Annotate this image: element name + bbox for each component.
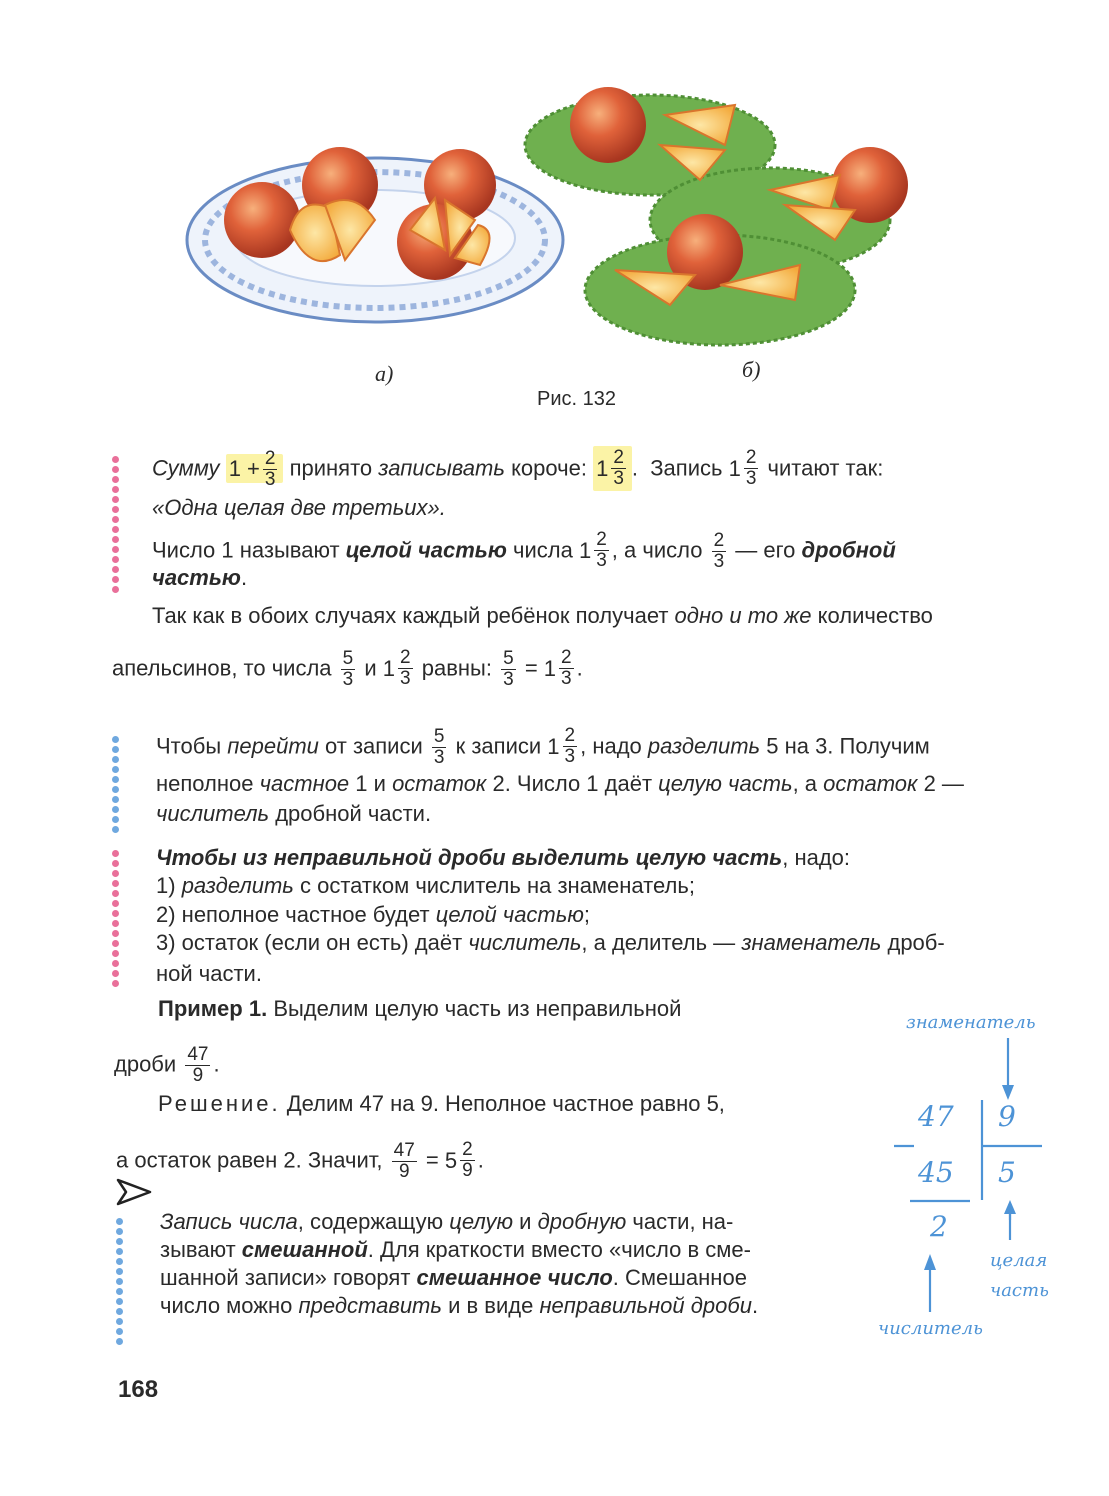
quotient: 5 xyxy=(998,1156,1016,1189)
p4-line2: неполное частное 1 и остаток 2. Число 1 даёт целую часть, а остаток 2 — xyxy=(156,771,964,796)
page-number: 168 xyxy=(118,1376,159,1403)
label-whole-part-1: целая xyxy=(990,1250,1048,1271)
solution-line2: а остаток равен 2. Значит, $\frac{47}{9}$ = 5 $\frac{2}{9}$ . xyxy=(116,1139,484,1183)
product: 45 xyxy=(918,1156,954,1189)
definition-line1: Запись числа, содержащую целую и дробную части, на- xyxy=(160,1209,734,1234)
p3-line1: Так как в обоих случаях каждый ребёнок получает одно и то же количество xyxy=(152,603,933,628)
plates-b xyxy=(525,87,908,345)
divisor: 9 xyxy=(998,1100,1016,1133)
example-line2: дроби $\frac{47}{9}$ . xyxy=(114,1044,220,1086)
p4-line1: Чтобы перейти от записи $\frac{5}{3}$ к записи 1 $\frac{2}{3}$ , надо разделить 5 на 3. Получим xyxy=(156,725,930,769)
label-denominator: знаменатель xyxy=(906,1012,1036,1033)
rule-step-1: 1) разделить с остатком числитель на знаменатель; xyxy=(156,873,695,898)
orange-icon xyxy=(224,182,300,258)
definition-line2: зывают смешанной. Для краткости вместо «число в сме- xyxy=(160,1237,751,1262)
label-whole-part-2: часть xyxy=(990,1280,1049,1301)
figure-caption: Рис. 132 xyxy=(537,388,616,410)
p4-line3: числитель дробной части. xyxy=(156,801,432,826)
pink-bullet-bar xyxy=(112,850,120,990)
orange-icon xyxy=(570,87,646,163)
rule-title: Чтобы из неправильной дроби выделить целую часть, надо: xyxy=(156,845,851,870)
example-line1: Пример 1. Выделим целую часть из неправильной xyxy=(158,996,682,1021)
rule-step-2: 2) неполное частное будет целой частью; xyxy=(156,902,590,927)
p1-line2: «Одна целая две третьих». xyxy=(152,495,446,520)
rule-step-3: 3) остаток (если он есть) даёт числитель, а делитель — знаменатель дроб- xyxy=(156,930,945,955)
p2-line1: Число 1 называют целой частью числа 1 $\frac{2}{3}$ , а число $\frac{2}{3}$ — его дробной xyxy=(152,529,896,573)
p1-line1: Сумму 1 + $\frac{2}{3}$ принято записывать короче: 1 $\frac{2}{3}$ . Запись 1 $\frac{2}{3}$ читают так: xyxy=(152,447,884,491)
plate-a xyxy=(187,147,563,322)
blue-bullet-bar xyxy=(116,1218,124,1348)
rule-step-3-cont: ной части. xyxy=(156,961,262,986)
dividend: 47 xyxy=(918,1100,954,1133)
flag-icon xyxy=(116,1178,152,1206)
pink-bullet-bar xyxy=(112,456,120,596)
blue-bullet-bar xyxy=(112,736,120,836)
figure-label-b: б) xyxy=(742,357,761,382)
remainder: 2 xyxy=(930,1210,948,1243)
solution-line1: Решение. Делим 47 на 9. Неполное частное равно 5, xyxy=(158,1091,725,1116)
p2-line2: частью. xyxy=(152,565,248,590)
label-numerator: числитель xyxy=(878,1318,983,1339)
definition-line4: число можно представить и в виде неправильной дроби. xyxy=(160,1293,759,1318)
definition-line3: шанной записи» говорят смешанное число. Смешанное xyxy=(160,1265,747,1290)
p3-line2: апельсинов, то числа $\frac{5}{3}$ и 1 $\frac{2}{3}$ равны: $\frac{5}{3}$ = 1 $\frac{2}{3}$ . xyxy=(112,647,583,691)
figure-label-a: а) xyxy=(375,361,394,386)
oranges-illustration xyxy=(180,80,980,370)
